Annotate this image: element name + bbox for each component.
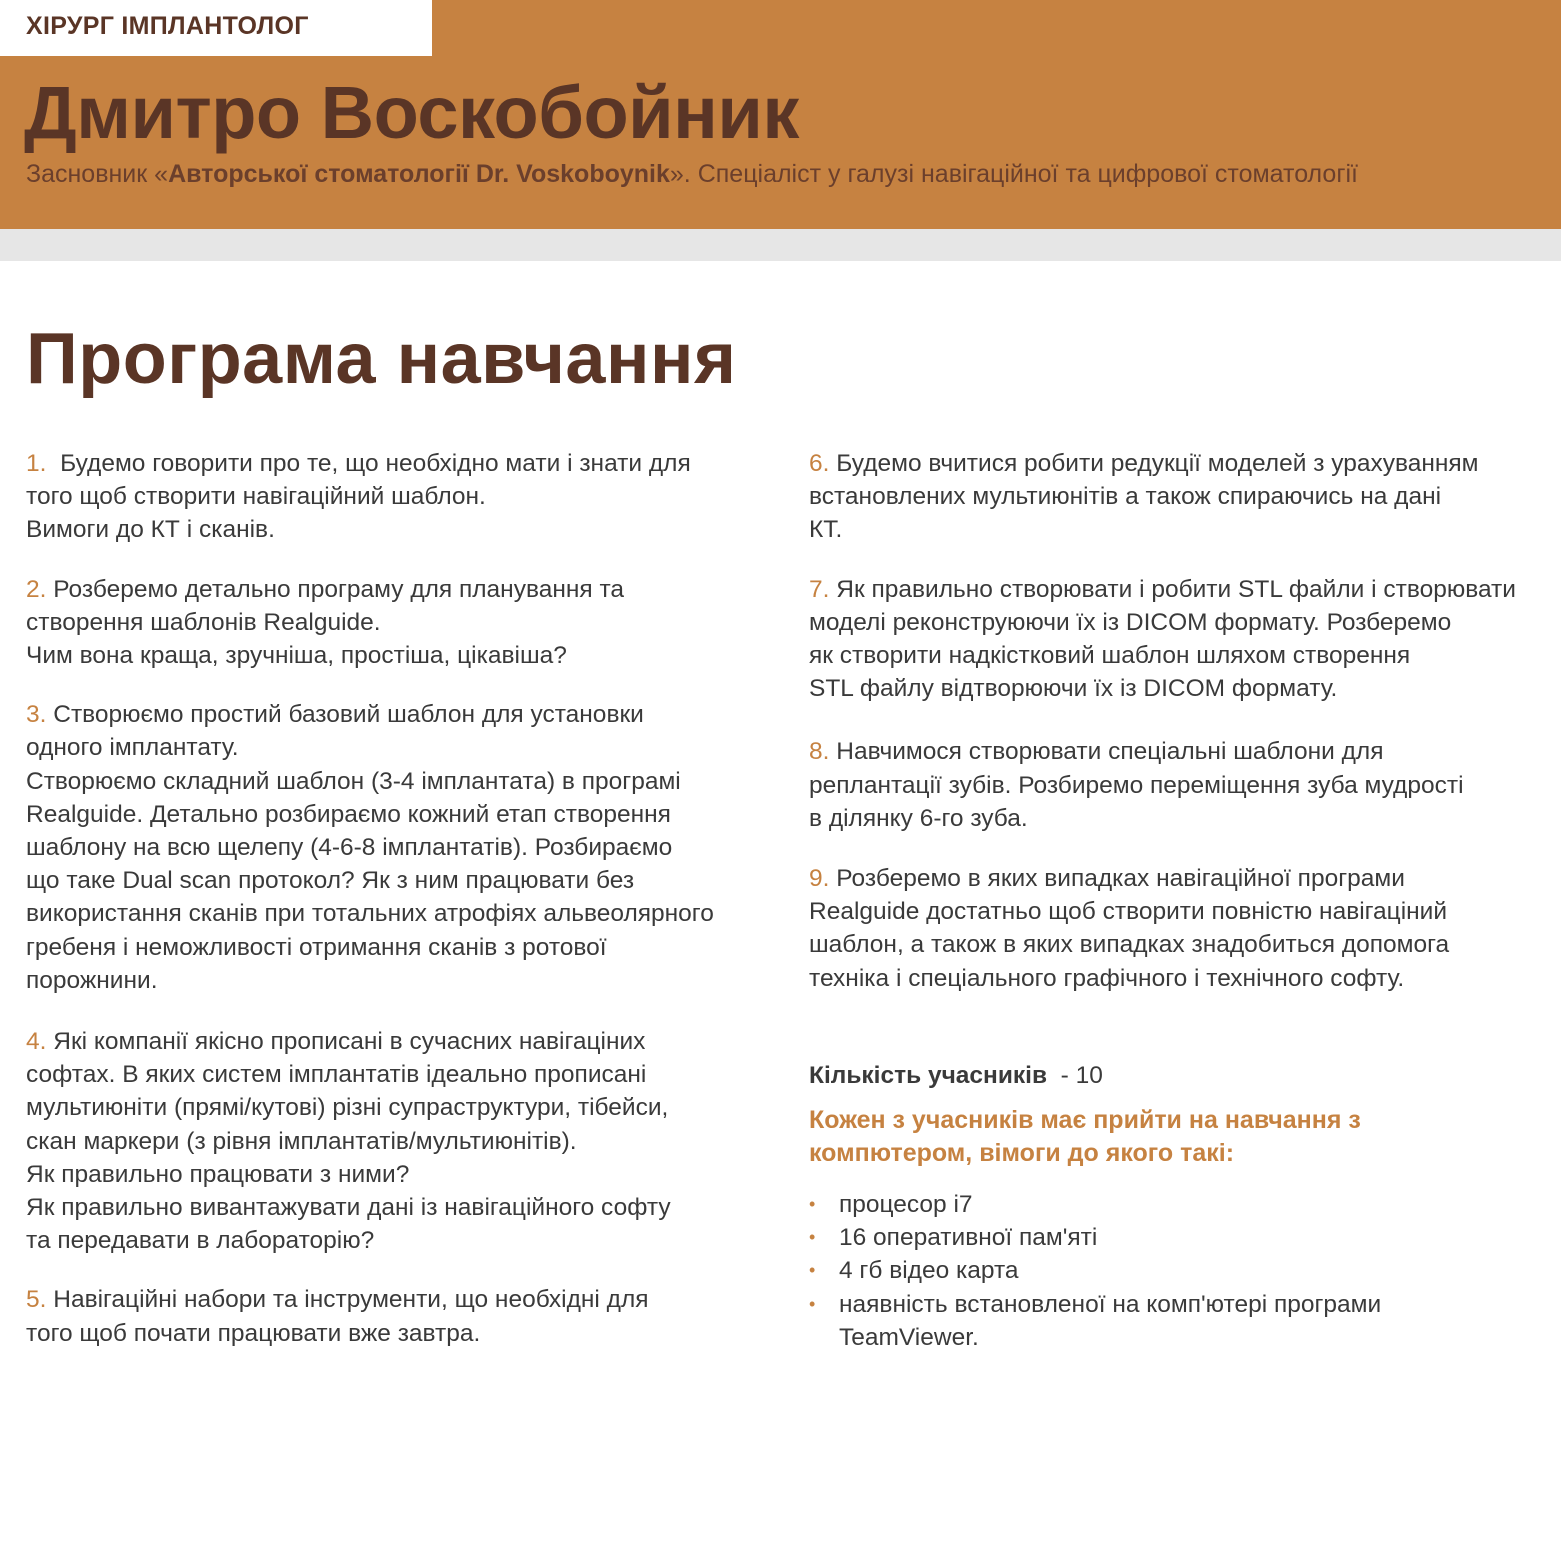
item-line: моделі реконструюючи їх із DICOM формату. Розберемо <box>809 608 1452 636</box>
program-item-2 <box>26 573 754 673</box>
item-line: того щоб почати працювати вже завтра. <box>26 1319 481 1347</box>
requirements-list <box>809 1188 1536 1354</box>
item-line: того щоб створити навігаційний шаблон. <box>26 483 486 511</box>
item-line: Які компанії якісно прописані в сучасних навігаціних <box>53 1028 646 1056</box>
bullet-icon: • <box>809 1227 816 1248</box>
item-line: порожнини. <box>26 966 158 994</box>
program-item-5 <box>26 1283 754 1349</box>
item-line: встановлених мультиюнітів а також спираючись на дані <box>809 483 1442 511</box>
item-line: Будемо говорити про те, що необхідно мати і знати для <box>60 450 691 477</box>
participants-value: - 10 <box>1047 1061 1103 1089</box>
item-number: 9. <box>809 865 830 893</box>
bullet-icon: • <box>809 1194 816 1215</box>
bullet-icon: • <box>809 1293 816 1314</box>
subtitle-prefix: Засновник « <box>26 160 169 188</box>
item-number: 6. <box>809 450 830 477</box>
program-item-1 <box>26 447 754 547</box>
program-item-9 <box>809 862 1536 995</box>
item-number: 5. <box>26 1286 47 1314</box>
list-item <box>809 1254 1536 1287</box>
item-line: Realguide достатньо щоб створити повністю навігаціний <box>809 898 1448 926</box>
item-line: Створюємо складний шаблон (3-4 імплантата) в програмі <box>26 767 681 795</box>
list-item <box>809 1188 1536 1221</box>
item-line: Будемо вчитися робити редукції моделей з урахуванням <box>836 450 1479 477</box>
item-line: Вимоги до КТ і сканів. <box>26 516 275 544</box>
item-line: одного імплантату. <box>26 734 239 762</box>
item-line: техніка і спеціального графічного і технічного софту. <box>809 964 1405 992</box>
item-number: 2. <box>26 575 47 603</box>
item-line: як створити надкістковий шаблон шляхом створення <box>809 642 1411 670</box>
item-line: мультиюніти (прямі/кутові) різні супраструктури, тібейси, <box>26 1094 669 1122</box>
item-line: що таке Dual scan протокол? Як з ним працювати без <box>26 867 635 895</box>
participants-count <box>809 1059 1536 1092</box>
item-number: 1. <box>26 450 47 477</box>
role-label: ХІРУРГ ІМПЛАНТОЛОГ <box>26 12 309 40</box>
item-line: Чим вона краща, зручніша, простіша, цікавіша? <box>26 642 567 670</box>
item-number: 3. <box>26 701 47 729</box>
item-line: Розберемо в яких випадках навігаційної програми <box>836 865 1405 893</box>
page-title: Програма навчання <box>26 319 737 399</box>
header-banner <box>0 0 1561 229</box>
program-item-7 <box>809 573 1536 706</box>
item-line: STL файлу відтворюючи їх із DICOM формату. <box>809 675 1338 703</box>
item-line: Realguide. Детально розбираємо кожний етап створення <box>26 800 671 828</box>
item-number: 4. <box>26 1028 47 1056</box>
requirement-text: процесор і7 <box>839 1191 973 1219</box>
item-line: КТ. <box>809 516 843 544</box>
subtitle-suffix: ». Спеціаліст у галузі навігаційної та цифрової стоматології <box>669 160 1358 188</box>
requirement-text: 16 оперативної пам'яті <box>839 1224 1098 1252</box>
item-line: використання сканів при тотальних атрофіях альвеолярного <box>26 900 714 928</box>
program-item-8 <box>809 735 1536 835</box>
participants-label: Кількість учасників <box>809 1061 1048 1089</box>
list-item <box>809 1221 1536 1254</box>
header-subtitle <box>26 160 1358 189</box>
item-line: та передавати в лабораторію? <box>26 1227 375 1255</box>
item-line: Навчимося створювати спеціальні шаблони для <box>836 738 1384 766</box>
requirement-text: TeamViewer. <box>839 1323 979 1351</box>
item-line: Створюємо простий базовий шаблон для установки <box>53 701 644 729</box>
item-number: 8. <box>809 738 830 766</box>
requirement-note <box>809 1104 1536 1170</box>
bullet-icon: • <box>809 1260 816 1281</box>
program-item-3 <box>26 698 754 997</box>
doctor-name: Дмитро Воскобойник <box>24 71 799 154</box>
item-line: шаблон, а також в яких випадках знадобиться допомога <box>809 931 1450 959</box>
subtitle-brand: Авторської стоматології Dr. Voskoboynik <box>168 160 670 188</box>
item-line: в ділянку 6-го зуба. <box>809 804 1028 832</box>
requirement-text: наявність встановленої на комп'ютері програми <box>839 1290 1382 1318</box>
role-tab <box>0 0 432 56</box>
item-line: Як правильно вивантажувати дані із навігаційного софту <box>26 1194 671 1222</box>
requirement-text: 4 гб відео карта <box>839 1257 1019 1285</box>
item-number: 7. <box>809 575 830 603</box>
item-line: реплантації зубів. Розбиремо переміщення зуба мудрості <box>809 771 1464 799</box>
item-line: Як правильно створювати і робити STL файли і створювати <box>836 575 1516 603</box>
item-line: скан маркери (з рівня імплантатів/мультиюнітів). <box>26 1127 577 1155</box>
program-column-right <box>809 447 1536 1354</box>
item-line: створення шаблонів Realguide. <box>26 608 381 636</box>
program-column-left <box>26 447 754 1350</box>
item-line: Навігаційні набори та інструменти, що необхідні для <box>53 1286 649 1314</box>
item-line: Розберемо детально програму для планування та <box>53 575 625 603</box>
program-item-4 <box>26 1025 754 1257</box>
item-line: гребеня і неможливості отримання сканів з ротової <box>26 933 607 961</box>
item-line: софтах. В яких систем імплантатів ідеально прописані <box>26 1061 647 1089</box>
requirement-note-line: Кожен з учасників має прийти на навчання з <box>809 1106 1361 1135</box>
requirement-note-line: компютером, вімоги до якого такі: <box>809 1139 1235 1168</box>
program-item-6 <box>809 447 1536 547</box>
list-item <box>809 1288 1536 1354</box>
item-line: шаблону на всю щелепу (4-6-8 імплантатів). Розбираємо <box>26 834 673 862</box>
item-line: Як правильно працювати з ними? <box>26 1160 410 1188</box>
divider-band <box>0 229 1561 261</box>
